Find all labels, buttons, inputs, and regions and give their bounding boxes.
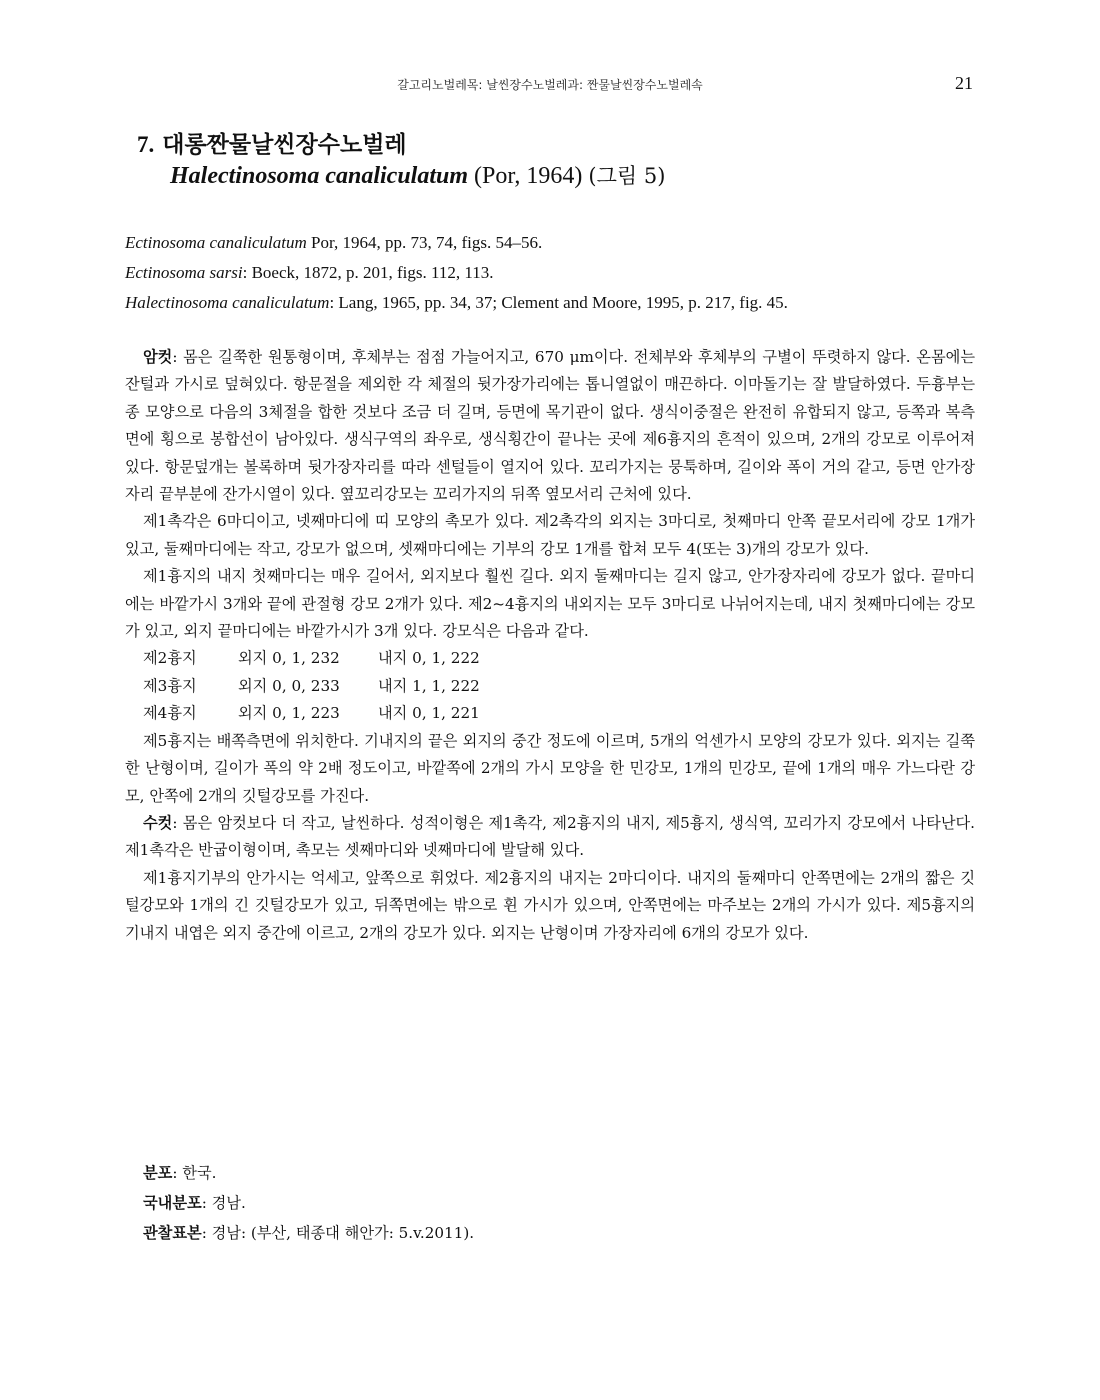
formula-leg: 제3흉지 bbox=[143, 676, 197, 695]
formula-endopod: 내지 0, 1, 221 bbox=[378, 704, 480, 723]
female-legs-paragraph: 제1흉지의 내지 첫째마디는 매우 길어서, 외지보다 훨씬 길다. 외지 둘째마디는 길지 않고, 안가장자리에 강모가 없다. 끝마디에는 바깥가시 3개와 끝에 관절형 강모 2개가 있다. 제2~4흉지의 내외지는 모두 3마디로 나뉘어지는데, 내지 첫째마디에는 강모가 있고, 외지 끝마디에는 바깥가시가 3개 있다. 강모식은 다음과 같다. bbox=[125, 567, 975, 641]
setal-formula-row bbox=[125, 700, 975, 727]
running-head: 갈고리노벌레목: 날씬장수노벌레과: 짠물날씬장수노벌레속 bbox=[397, 78, 703, 92]
formula-exopod: 외지 0, 1, 232 bbox=[238, 649, 340, 668]
female-antenna-paragraph: 제1촉각은 6마디이고, 넷째마디에 띠 모양의 촉모가 있다. 제2촉각의 외지는 3마디로, 첫째마디 안쪽 끝모서리에 강모 1개가 있고, 둘째마디에는 작고, 강모가 없으며, 셋째마디에는 기부의 강모 1개를 합쳐 모두 4(또는 3)개의 강모가 있다. bbox=[125, 512, 975, 558]
domestic-value: : 경남. bbox=[201, 1194, 246, 1212]
distribution-block bbox=[143, 1158, 973, 1248]
scientific-name: Halectinosoma canaliculatum bbox=[170, 163, 469, 189]
male-paragraph-1: : 몸은 암컷보다 더 작고, 날씬하다. 성적이형은 제1촉각, 제2흉지의 내지, 제5흉지, 생식역, 꼬리가지 강모에서 나타난다. 제1촉각은 반굽이형이며, 촉모는 셋째마디와 넷째마디에 발달해 있다. bbox=[125, 813, 975, 860]
korean-name: 대롱짠물날씬장수노벌레 bbox=[162, 131, 407, 158]
species-title bbox=[137, 130, 977, 192]
synonym-citation: Por, 1964, pp. 73, 74, figs. 54–56. bbox=[306, 233, 543, 252]
distribution-value: : 한국. bbox=[172, 1164, 217, 1182]
synonym-name: Halectinosoma canaliculatum bbox=[125, 293, 330, 312]
domestic-distribution-line bbox=[143, 1188, 973, 1218]
formula-leg: 제4흉지 bbox=[143, 704, 197, 723]
male-legs-paragraph: 제1흉지기부의 안가시는 억세고, 앞쪽으로 휘었다. 제2흉지의 내지는 2마디이다. 내지의 둘째마디 안쪽면에는 2개의 짧은 깃털강모와 1개의 긴 깃털강모가 있고, 뒤쪽면에는 밖으로 휜 가시가 있으며, 안쪽면에는 마주보는 2개의 가시가 있다. 제5흉지의 기내지 내엽은 외지 중간에 이르고, 2개의 강모가 있다. 외지는 난형이며 가장자리에 6개의 강모가 있다. bbox=[125, 868, 975, 942]
page-number: 21 bbox=[955, 73, 973, 93]
formula-endopod: 내지 1, 1, 222 bbox=[378, 676, 480, 695]
male-label: 수컷 bbox=[143, 813, 173, 832]
distribution-label: 분포 bbox=[143, 1164, 173, 1182]
synonym-name: Ectinosoma canaliculatum bbox=[125, 233, 307, 252]
male-description bbox=[125, 810, 975, 865]
synonym-entry bbox=[125, 258, 975, 288]
figure-reference: (그림 5) bbox=[588, 164, 666, 188]
distribution-line bbox=[143, 1158, 973, 1188]
formula-endopod: 내지 0, 1, 222 bbox=[378, 649, 480, 668]
synonym-entry bbox=[125, 288, 975, 318]
synonym-citation: : Boeck, 1872, p. 201, figs. 112, 113. bbox=[242, 263, 494, 282]
setal-formula-row bbox=[125, 645, 975, 672]
synonym-citation: : Lang, 1965, pp. 34, 37; Clement and Moore, 1995, p. 217, fig. 45. bbox=[329, 293, 788, 312]
specimen-label: 관찰표본 bbox=[143, 1224, 202, 1242]
synonymy-list bbox=[125, 228, 975, 318]
description-body bbox=[125, 344, 975, 947]
female-description bbox=[125, 344, 975, 508]
setal-formula-row bbox=[125, 673, 975, 700]
female-label: 암컷 bbox=[143, 348, 173, 366]
formula-exopod: 외지 0, 1, 223 bbox=[238, 704, 340, 723]
title-scientific-line bbox=[137, 160, 977, 192]
female-paragraph-1: : 몸은 길쭉한 원통형이며, 후체부는 점점 가늘어지고, 670 μm이다. 전체부와 후체부의 구별이 뚜렷하지 않다. 온몸에는 잔털과 가시로 덮혀있다. 항문절을 제외한 각 체절의 뒷가장가리에는 톱니열없이 매끈하다. 이마돌기는 잘 발달하였다. 두흉부는 종 모양으로 다음의 3체절을 합한 것보다 조금 더 길며, 등면에 목기관이 없다. 생식이중절은 완전히 유합되지 않고, 등쪽과 복측면에 횡으로 봉합선이 남아있다. 생식구역의 좌우로, 생식횡간이 끝나는 곳에 제6흉지의 흔적이 있으며, 2개의 강모로 이루어져 있다. 항문덮개는 볼록하며 뒷가장자리를 따라 센털들이 열지어 있다. 꼬리가지는 뭉툭하며, 길이와 폭이 거의 같고, 등면 안가장자리 끝부분에 잔가시열이 있다. 옆꼬리강모는 꼬리가지의 뒤쪽 옆모서리 근처에 있다. bbox=[125, 348, 975, 504]
formula-leg: 제2흉지 bbox=[143, 649, 197, 668]
domestic-label: 국내분포 bbox=[143, 1194, 202, 1212]
species-number: 7. bbox=[137, 132, 155, 157]
title-korean-line bbox=[137, 130, 977, 160]
synonym-name: Ectinosoma sarsi bbox=[125, 263, 243, 282]
formula-exopod: 외지 0, 0, 233 bbox=[238, 676, 340, 695]
synonym-entry bbox=[125, 228, 975, 258]
specimen-value: : 경남: (부산, 태종대 해안가: 5.v.2011). bbox=[201, 1224, 475, 1242]
female-p5-paragraph: 제5흉지는 배쪽측면에 위치한다. 기내지의 끝은 외지의 중간 정도에 이르며, 5개의 억센가시 모양의 강모가 있다. 외지는 길쭉한 난형이며, 길이가 폭의 약 2배 정도이고, 바깥쪽에 2개의 가시 모양을 한 민강모, 1개의 민강모, 끝에 1개의 매우 가느다란 강모, 안쪽에 2개의 깃털강모를 가진다. bbox=[125, 731, 975, 805]
authority: (Por, 1964) bbox=[474, 163, 583, 189]
specimen-line bbox=[143, 1218, 973, 1248]
